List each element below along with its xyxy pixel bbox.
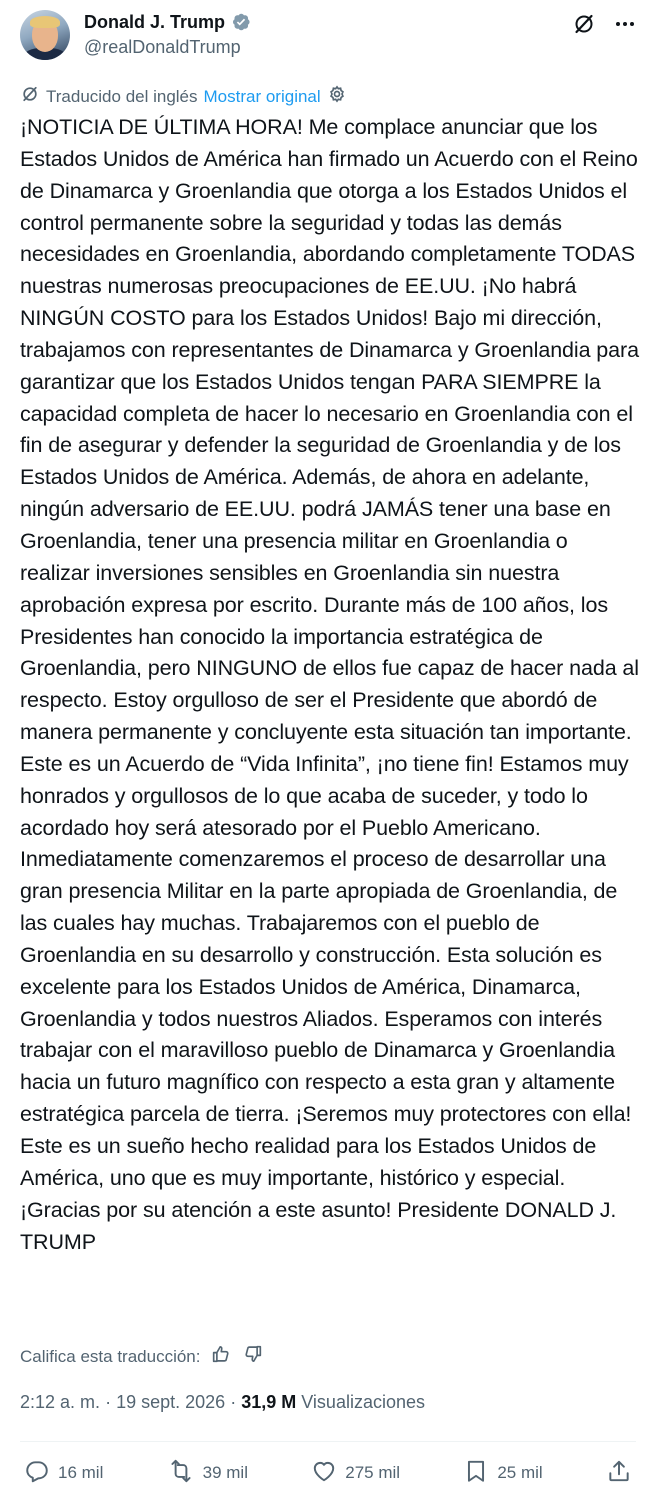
author-handle[interactable]: @realDonaldTrump	[84, 37, 241, 57]
meta-separator: ·	[230, 1392, 237, 1412]
show-original-link[interactable]: Mostrar original	[203, 86, 321, 106]
meta-separator: ·	[105, 1392, 112, 1412]
divider	[20, 1441, 636, 1442]
reply-icon	[24, 1458, 50, 1489]
tweet-date[interactable]: 19 sept. 2026	[116, 1392, 226, 1412]
bookmark-icon	[463, 1458, 489, 1489]
translation-bar	[20, 84, 347, 109]
translation-settings-icon[interactable]	[327, 84, 347, 109]
repost-icon	[167, 1458, 195, 1489]
like-button[interactable]	[311, 1458, 400, 1489]
views-label: Visualizaciones	[301, 1392, 425, 1412]
grok-icon[interactable]	[572, 12, 596, 36]
thumbs-down-icon[interactable]	[242, 1343, 264, 1370]
tweet-text: ¡NOTICIA DE ÚLTIMA HORA! Me complace anunciar que los Estados Unidos de América han firmado un Acuerdo con el Reino de Dinamarca y Groenlandia que otorga a los Estados Unidos el control permanente sobre la seguridad y todas las demás necesidades en Groenlandia, abordando completamente TODAS nuestras numerosas preocupaciones de EE.UU. ¡No habrá NINGÚN COSTO para los Estados Unidos! Bajo mi dirección, trabajamos con representantes de Dinamarca y Groenlandia para garantizar que los Estados Unidos tengan PARA SIEMPRE la capacidad completa de hacer lo necesario en Groenlandia con el fin de asegurar y defender la seguridad de Groenlandia y de los Estados Unidos de América. Además, de ahora en adelante, ningún adversario de EE.UU. podrá JAMÁS tener una base en Groenlandia, tener una presencia militar en Groenlandia o realizar inversiones sensibles en Groenlandia sin nuestra aprobación expresa por escrito. Durante más de 100 años, los Presidentes han conocido la importancia estratégica de Groenlandia, pero NINGUNO de ellos fue capaz de hacer nada al respecto. Estoy orgulloso de ser el Presidente que abordó de manera permanente y concluyente esta situación tan importante. Este es un Acuerdo de “Vida Infinita”, ¡no tiene fin! Estamos muy honrados y orgullosos de lo que acaba de suceder, y todo lo acordado hoy será atesorado por el Pueblo Americano. Inmediatamente comenzaremos el proceso de desarrollar una gran presencia Militar en la parte apropiada de Groenlandia, de las cuales hay muchas. Trabajaremos con el pueblo de Groenlandia en su desarrollo y construcción. Esta solución es excelente para los Estados Unidos de América, Dinamarca, Groenlandia y todos nuestros Aliados. Esperamos con interés trabajar con el maravilloso pueblo de Dinamarca y Groenlandia hacia un futuro magnífico con respecto a esta gran y altamente estratégica parcela de tierra. ¡Seremos muy protectores con ella! Este es un sueño hecho realidad para los Estados Unidos de América, uno que es muy importante, histórico y especial. ¡Gracias por su atención a este asunto! Presidente DONALD J. TRUMP	[20, 115, 639, 1254]
thumbs-up-icon[interactable]	[210, 1343, 232, 1370]
author-name-row	[84, 10, 251, 34]
rate-translation-label: Califica esta traducción:	[20, 1346, 201, 1366]
tweet-header	[20, 8, 636, 64]
like-count: 275 mil	[345, 1463, 401, 1482]
reply-button[interactable]	[24, 1458, 103, 1489]
bookmark-count: 25 mil	[497, 1463, 543, 1482]
bookmark-button[interactable]	[463, 1458, 542, 1489]
rate-translation-row	[20, 1343, 264, 1370]
header-actions	[572, 12, 636, 36]
reply-count: 16 mil	[58, 1463, 104, 1482]
heart-icon	[311, 1458, 337, 1489]
more-options-icon[interactable]	[614, 13, 636, 35]
repost-count: 39 mil	[202, 1463, 248, 1482]
views-count: 31,9 M	[241, 1392, 297, 1412]
verified-badge-icon[interactable]	[231, 12, 251, 32]
translation-label: Traducido del inglés	[46, 86, 198, 106]
author-display-name[interactable]: Donald J. Trump	[84, 12, 226, 32]
avatar-hair	[30, 16, 60, 28]
share-button[interactable]	[606, 1458, 632, 1489]
repost-button[interactable]	[167, 1458, 248, 1489]
action-bar	[24, 1458, 632, 1488]
tweet-time[interactable]: 2:12 a. m.	[20, 1392, 101, 1412]
translate-grok-icon	[20, 84, 40, 109]
tweet-meta	[20, 1392, 425, 1413]
avatar[interactable]	[20, 10, 70, 60]
share-icon	[606, 1458, 632, 1489]
author-block	[84, 10, 251, 60]
